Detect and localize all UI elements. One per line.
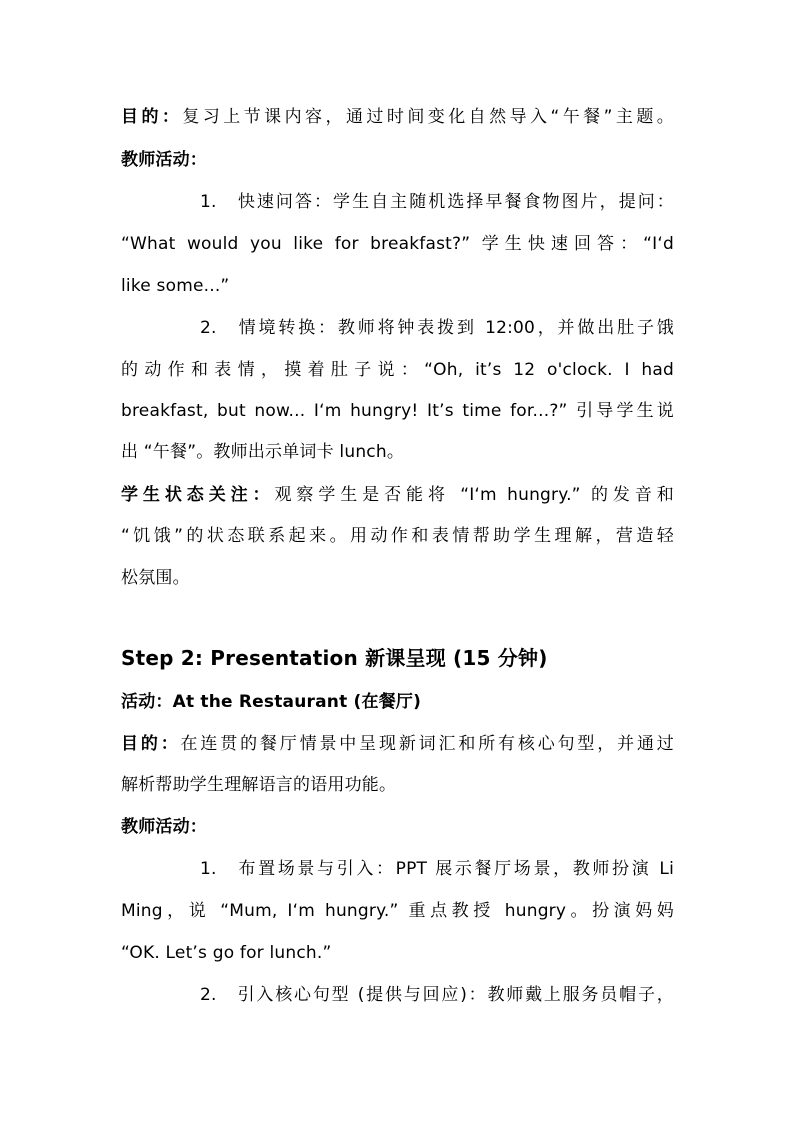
list-item-1 — [200, 858, 674, 880]
teacher-activity-heading: 教师活动： — [121, 150, 207, 170]
step-heading: Step 2: Presentation 新课呈现 (15 分钟) — [121, 646, 548, 670]
list-number: 2. — [200, 985, 217, 1005]
list-item-1 — [200, 191, 674, 213]
purpose-line — [121, 733, 674, 755]
paragraph-line: 松氛围。 — [121, 568, 190, 588]
purpose-label: 目的： — [121, 107, 183, 127]
purpose-label: 目的： — [121, 734, 181, 754]
student-focus-text: 观察学生是否能将 “I‘m hungry.” 的发音和 — [274, 485, 674, 505]
list-item-text: 布置场景与引入：PPT 展示餐厅场景，教师扮演 Li — [236, 859, 674, 879]
student-focus-label: 学生状态关注： — [121, 485, 275, 505]
list-item-2 — [200, 317, 674, 339]
paragraph-line: “饥饿”的状态联系起来。用动作和表情帮助学生理解，营造轻 — [121, 526, 674, 546]
list-number: 2. — [200, 318, 217, 338]
list-number: 1. — [200, 859, 217, 879]
teacher-activity-heading: 教师活动： — [121, 817, 207, 837]
activity-title: At the Restaurant (在餐厅) — [172, 692, 422, 712]
paragraph-line: Ming，说 “Mum, I‘m hungry.” 重点教授 hungry。扮演妈妈 — [121, 901, 674, 921]
purpose-text: 复习上节课内容，通过时间变化自然导入“午餐”主题。 — [182, 107, 674, 127]
list-item-text: 情境转换：教师将钟表拨到 12:00，并做出肚子饿 — [236, 318, 674, 338]
paragraph-line: “What would you like for breakfast?” 学生快速回答：“I‘d — [121, 234, 674, 254]
student-focus-line — [121, 484, 674, 506]
list-item-text: 引入核心句型 (提供与回应)：教师戴上服务员帽子， — [236, 985, 674, 1005]
paragraph-line: 解析帮助学生理解语言的语用功能。 — [121, 775, 397, 795]
list-item-text: 快速问答：学生自主随机选择早餐食物图片，提问： — [236, 192, 674, 212]
activity-line — [121, 691, 421, 713]
list-number: 1. — [200, 192, 217, 212]
paragraph-line: 的动作和表情，摸着肚子说：“Oh, it’s 12 o'clock. I had — [121, 360, 674, 380]
activity-label: 活动： — [121, 692, 173, 712]
purpose-text: 在连贯的餐厅情景中呈现新词汇和所有核心句型，并通过 — [180, 734, 675, 754]
paragraph-line: 出 “午餐”。教师出示单词卡 lunch。 — [121, 442, 405, 462]
purpose-line — [121, 106, 674, 128]
paragraph-line: “OK. Let’s go for lunch.” — [121, 943, 332, 963]
paragraph-line: breakfast, but now... I‘m hungry! It’s time for...?” 引导学生说 — [121, 401, 674, 421]
list-item-2 — [200, 984, 674, 1006]
paragraph-line: like some...” — [121, 276, 230, 296]
